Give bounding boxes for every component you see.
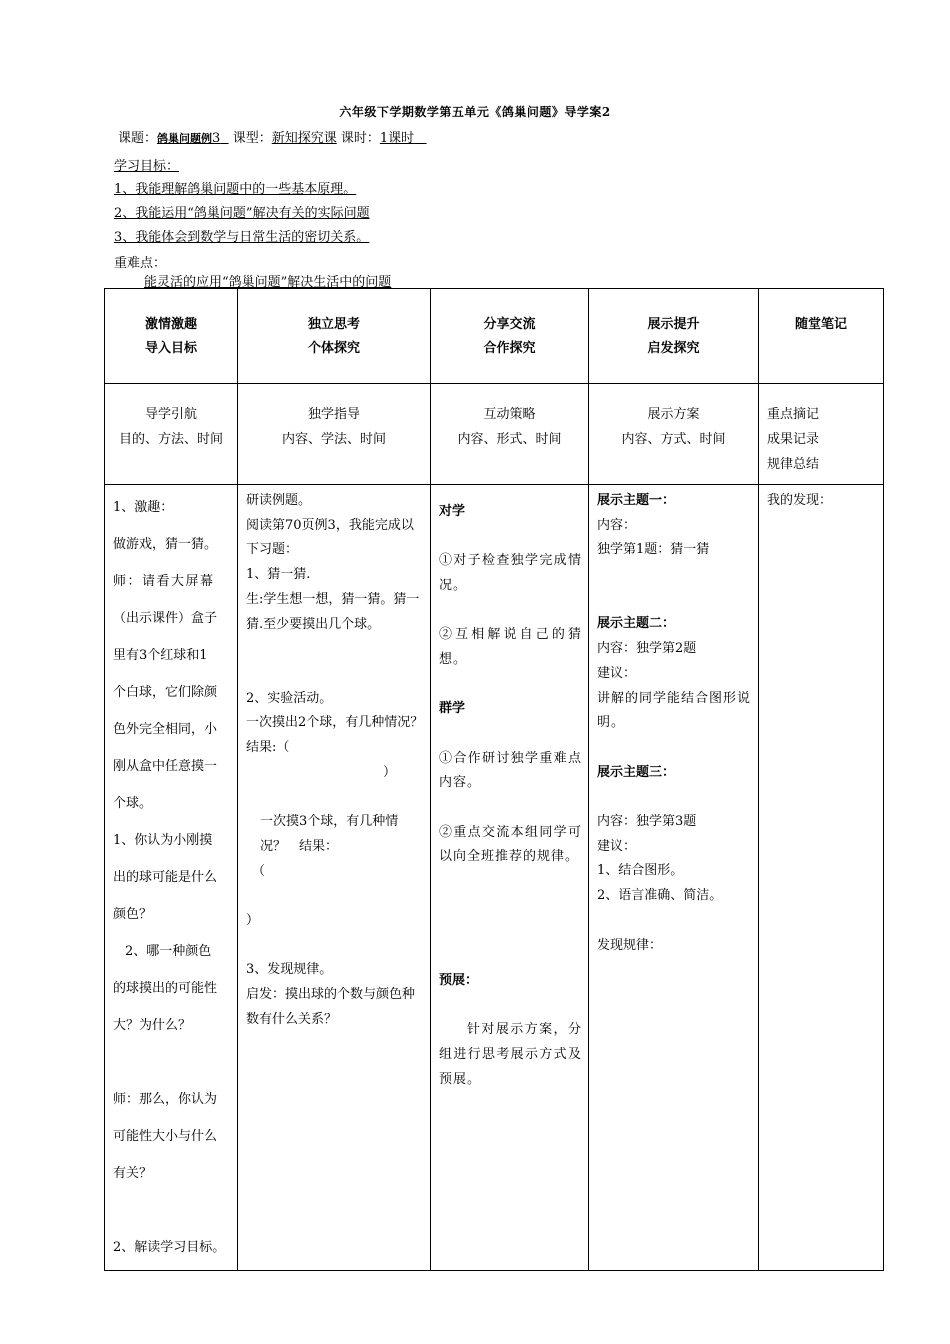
topic-value: 鸽巢问题例 (157, 132, 213, 145)
subheader-cell-5: 重点摘记 成果记录 规律总结 (759, 384, 884, 485)
header-cell-1: 激情激趣 导入目标 (105, 289, 238, 384)
content-cell-cooperation: 对学 ①对子检查独学完成情况。 ②互相解说自己的猜想。 群学 ①合作研讨独学重难点内容。 ②重点交流本组同学可以向全班推荐的规律。 预展： 针对展示方案，分组进行思考展示方式及预展。 (431, 485, 589, 1271)
type-label: 课型： (232, 131, 272, 146)
goal-item-1: 1、我能理解鸽巢问题中的一些基本原理。 (114, 182, 357, 197)
topic-number: 3 (212, 131, 221, 146)
subheader-cell-1: 导学引航 目的、方法、时间 (105, 384, 238, 485)
content-cell-notes: 我的发现： (759, 485, 884, 1271)
header-cell-3: 分享交流 合作探究 (431, 289, 589, 384)
topic-label: 课题： (118, 131, 158, 146)
difficulty-text: 能灵活的应用“鸽巢问题”解决生活中的问题 (144, 275, 392, 290)
header-row (105, 289, 884, 384)
goals-heading: 学习目标： (114, 159, 180, 174)
lesson-table (104, 288, 884, 1271)
hours-label: 课时： (340, 131, 380, 146)
subheader-row (105, 384, 884, 485)
lesson-meta (118, 127, 427, 146)
type-value: 新知探究课 (271, 131, 337, 146)
header-cell-5: 随堂笔记 (759, 289, 884, 384)
content-cell-intro: 1、激趣： 做游戏，猜一猜。 师：请看大屏幕 （出示课件）盒子 里有3个红球和1 个白球，它们除颜 色外完全相同，小 刚从盒中任意摸一 个球。 1、你认为小刚摸 出的球可能是什么 颜色？ 2、哪一种颜色 的球摸出的可能性 大？为什么？ 师：那么，你认为 可能性大小与什么 有关？ 2、解读学习目标。 (105, 485, 238, 1271)
document-title: 六年级下学期数学第五单元《鸽巢问题》导学案2 (339, 105, 611, 119)
difficulty-heading: 重难点： (114, 256, 167, 271)
content-row (105, 485, 884, 1271)
goal-item-2: 2、我能运用“鸽巢问题”解决有关的实际问题 (114, 206, 370, 221)
hours-value: 1课时 (379, 131, 415, 146)
subheader-cell-2: 独学指导 内容、学法、时间 (238, 384, 431, 485)
header-cell-4: 展示提升 启发探究 (589, 289, 759, 384)
content-cell-showcase: 展示主题一： 内容： 独学第1题：猜一猜 展示主题二： 内容：独学第2题 建议： 讲解的同学能结合图形说明。 展示主题三： 内容：独学第3题 建议： 1、结合图形。 2、语言准确、简洁。 发现规律： (589, 485, 759, 1271)
header-cell-2: 独立思考 个体探究 (238, 289, 431, 384)
subheader-cell-4: 展示方案 内容、方式、时间 (589, 384, 759, 485)
content-cell-self-study: 研读例题。 阅读第70页例3，我能完成以下习题： 1、猜一猜. 生:学生想一想，猜一猜。猜一猜.至少要摸出几个球。 2、实验活动。 一次摸出2个球，有几种情况？ 结果:（ ） 一次摸3个球，有几种情况？ 结果： （ ） 3、发现规律。 启发：摸出球的个数与颜色种数有什么关系？ (238, 485, 431, 1271)
subheader-cell-3: 互动策略 内容、形式、时间 (431, 384, 589, 485)
goal-item-3: 3、我能体会到数学与日常生活的密切关系。 (114, 230, 370, 245)
